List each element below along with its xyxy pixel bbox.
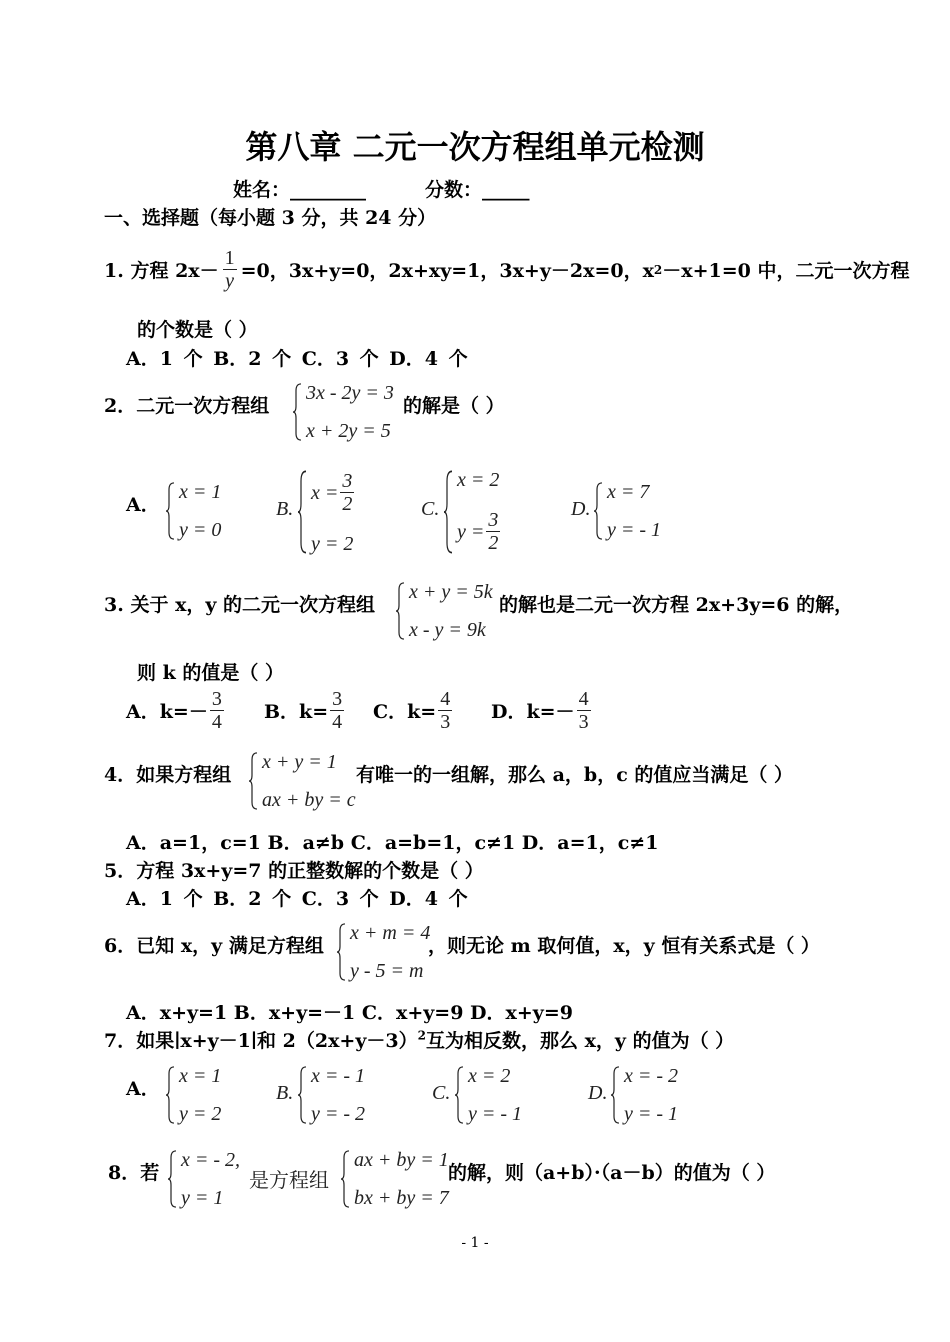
brace-icon (166, 482, 175, 540)
option-label: D．k=－ (491, 701, 575, 723)
brace-icon (341, 1150, 350, 1208)
q2-equation-system (293, 383, 394, 441)
fraction-numerator: 1 (224, 247, 235, 269)
question-5-stem: 5．方程 3x+y=7 的正整数解的个数是（ ） (104, 860, 484, 882)
equation-row: x = 2 (468, 1065, 511, 1087)
fraction-numerator: 3 (342, 470, 353, 492)
q2-option-d-system (594, 482, 661, 540)
fraction-denominator: y (225, 270, 235, 292)
q7-option-c-label: C. (432, 1082, 451, 1104)
fraction-numerator: 3 (488, 509, 499, 531)
question-6-pre: 6．已知 x，y 满足方程组 (104, 935, 324, 957)
equation-row (311, 470, 356, 515)
equation-row: x + y = 1 (262, 751, 337, 773)
equation-row: x = - 2, (181, 1149, 241, 1171)
equation-text: y = (457, 520, 485, 543)
q2-option-b-label: B. (276, 498, 294, 520)
option-label: A．k=－ (126, 701, 208, 723)
q7-option-b-label: B. (276, 1082, 294, 1104)
brace-icon (168, 1150, 177, 1208)
equation-row: x + m = 4 (350, 922, 431, 944)
brace-icon (396, 582, 405, 640)
equation-row: y = - 1 (624, 1103, 679, 1125)
question-8-post: 的解，则（a+b）·（a－b）的值为（ ） (448, 1162, 776, 1184)
brace-icon (166, 1066, 175, 1124)
question-3-pre: 3. 关于 x，y 的二元一次方程组 (104, 594, 376, 616)
equation-row: ax + by = 1 (354, 1149, 449, 1171)
q6-equation-system (337, 923, 430, 981)
fraction-denominator: 2 (488, 532, 499, 554)
question-4-pre: 4．如果方程组 (104, 764, 232, 786)
q2-option-d-label: D. (571, 498, 591, 520)
brace-icon (455, 1066, 464, 1124)
question-8-mid: 是方程组 (249, 1168, 329, 1192)
q8-equation-system (341, 1150, 449, 1208)
q3-option-b (264, 688, 346, 733)
question-7-stem (104, 1026, 734, 1053)
equation-row: x = 1 (179, 481, 222, 503)
q7-option-d-label: D. (588, 1082, 608, 1104)
q2-option-c-system (444, 470, 502, 554)
equation-row: x = 1 (179, 1065, 222, 1087)
fraction-numerator: 3 (211, 688, 222, 710)
fraction (330, 688, 344, 733)
q7-option-c-system (455, 1066, 522, 1124)
q7-text: 7．如果∣x+y－1∣和 2（2x+y－3） (104, 1030, 418, 1052)
q1-fraction (223, 247, 237, 292)
score-field-label: 分数：_____ (425, 179, 530, 201)
q7-superscript: 2 (417, 1028, 426, 1043)
equation-row: y = - 1 (468, 1103, 523, 1125)
q2-option-c-label: C. (421, 498, 440, 520)
equation-text: x = (311, 481, 339, 504)
brace-icon (444, 470, 453, 554)
question-6-options: A．x+y=1 B．x+y=－1 C．x+y=9 D．x+y=9 (126, 1002, 573, 1024)
q7-text-post: 互为相反数，那么 x，y 的值为（ ） (425, 1030, 735, 1052)
q7-option-a-system (166, 1066, 221, 1124)
option-label: C．k= (373, 701, 437, 723)
brace-icon (298, 470, 307, 554)
brace-icon (298, 1066, 307, 1124)
q1-text-post: =0，3x+y=0，2x+xy=1，3x+y－2x=0，x (240, 260, 654, 282)
brace-icon (594, 482, 603, 540)
equation-row: x - y = 9k (409, 619, 486, 641)
q2-option-a-system (166, 482, 221, 540)
q8-solution-system (168, 1150, 240, 1208)
equation-row: y = 2 (311, 533, 354, 555)
equation-row: y = - 2 (311, 1103, 366, 1125)
fraction (340, 470, 354, 515)
question-4-post: 有唯一的一组解，那么 a，b，c 的值应当满足（ ） (356, 764, 794, 786)
question-1-line2: 的个数是（ ） (137, 319, 258, 341)
question-2-post: 的解是（ ） (403, 395, 505, 417)
section-heading: 一、选择题（每小题 3 分，共 24 分） (104, 207, 437, 229)
equation-row: y - 5 = m (350, 960, 424, 982)
fraction-numerator: 3 (332, 688, 343, 710)
equation-row: y = 0 (179, 519, 222, 541)
brace-icon (611, 1066, 620, 1124)
fraction (438, 688, 452, 733)
brace-icon (293, 383, 302, 441)
question-2-pre: 2．二元一次方程组 (104, 395, 270, 417)
brace-icon (337, 923, 346, 981)
option-label: B．k= (264, 701, 329, 723)
fraction-numerator: 4 (578, 688, 589, 710)
q1-text-post2: －x+1=0 中，二元一次方程 (662, 260, 910, 282)
equation-row: 3x - 2y = 3 (306, 382, 394, 404)
q3-option-a (126, 688, 226, 733)
q2-option-a-label: A． (126, 494, 160, 516)
fraction-denominator: 4 (332, 711, 343, 733)
q3-option-d (491, 688, 593, 733)
brace-icon (249, 752, 258, 810)
fraction-denominator: 2 (342, 493, 353, 515)
question-6-post: ，则无论 m 取何值，x，y 恒有关系式是（ ） (428, 935, 820, 957)
q2-option-b-system (298, 470, 356, 554)
equation-row: bx + by = 7 (354, 1187, 449, 1209)
equation-row: y = 2 (179, 1103, 222, 1125)
page-number: - 1 - (461, 1235, 489, 1251)
page-title: 第八章 二元一次方程组单元检测 (245, 128, 705, 166)
equation-row: y = - 1 (607, 519, 662, 541)
q3-option-c (373, 688, 454, 733)
fraction-denominator: 4 (211, 711, 222, 733)
q7-option-a-label: A． (126, 1078, 160, 1100)
equation-row: ax + by = c (262, 789, 356, 811)
q3-equation-system (396, 582, 493, 640)
name-field-label: 姓名：________ (233, 179, 367, 201)
question-4-options: A．a=1，c=1 B．a≠b C．a=b=1，c≠1 D．a=1，c≠1 (126, 832, 659, 854)
fraction (210, 688, 224, 733)
equation-row: x + y = 5k (409, 581, 493, 603)
equation-row: x = - 1 (311, 1065, 366, 1087)
question-3-post: 的解也是二元一次方程 2x+3y=6 的解， (499, 594, 854, 616)
q7-option-d-system (611, 1066, 678, 1124)
equation-row: x = 7 (607, 481, 650, 503)
question-1-stem (104, 247, 910, 292)
fraction-numerator: 4 (440, 688, 451, 710)
question-1-options: A．1 个 B．2 个 C．3 个 D．4 个 (126, 348, 468, 370)
equation-row: x + 2y = 5 (306, 420, 391, 442)
q1-superscript: 2 (653, 262, 663, 277)
fraction-denominator: 3 (440, 711, 451, 733)
question-5-options: A．1 个 B．2 个 C．3 个 D．4 个 (126, 888, 468, 910)
question-8-pre: 8．若 (108, 1162, 160, 1184)
q4-equation-system (249, 752, 356, 810)
equation-row: x = - 2 (624, 1065, 679, 1087)
equation-row: x = 2 (457, 469, 500, 491)
q7-option-b-system (298, 1066, 365, 1124)
equation-row (457, 509, 502, 554)
question-3-line2: 则 k 的值是（ ） (137, 662, 285, 684)
fraction (486, 509, 500, 554)
fraction-denominator: 3 (578, 711, 589, 733)
q1-text-pre: 1. 方程 2x－ (104, 260, 219, 282)
equation-row: y = 1 (181, 1187, 224, 1209)
fraction (577, 688, 591, 733)
